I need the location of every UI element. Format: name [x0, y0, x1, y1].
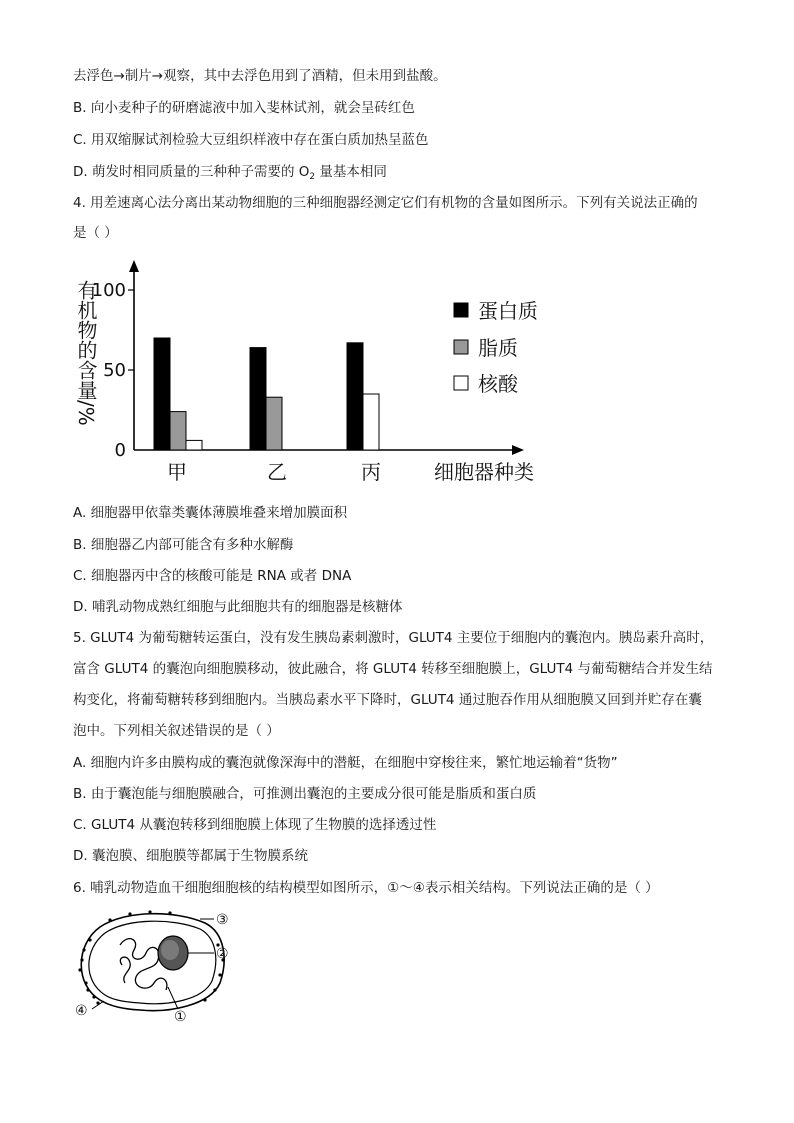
q4-option-b: B. 细胞器乙内部可能含有多种水解酶 [73, 537, 294, 553]
bar-2-2 [363, 394, 379, 450]
organelle-bar-chart [66, 258, 556, 494]
q4-option-d: D. 哺乳动物成熟红细胞与此细胞共有的细胞器是核糖体 [73, 599, 403, 615]
legend-swatch-protein [454, 303, 468, 317]
label-2: ② [216, 946, 229, 962]
bar-2-0 [347, 343, 363, 450]
nucleolus-highlight [161, 940, 179, 960]
inner-membrane [89, 921, 216, 1004]
y-axis-label: 有机物的含量/% [74, 280, 98, 426]
q3d-subscript: 2 [309, 172, 316, 182]
bar-0-0 [154, 338, 170, 450]
text-line: 去浮色→制片→观察，其中去浮色用到了酒精，但未用到盐酸。 [73, 68, 447, 84]
label-3: ③ [216, 912, 229, 928]
q5-stem-3: 构变化，将葡萄糖转移到细胞内。当胰岛素水平下降时，GLUT4 通过胞吞作用从细胞膜又回到并贮存在囊 [73, 692, 702, 708]
q5-stem-1: 5. GLUT4 为葡萄糖转运蛋白，没有发生胰岛素刺激时，GLUT4 主要位于细胞内的囊泡内。胰岛素升高时， [73, 630, 714, 646]
q5-option-b: B. 由于囊泡能与细胞膜融合，可推测出囊泡的主要成分很可能是脂质和蛋白质 [73, 786, 537, 802]
q4-option-a: A. 细胞器甲依靠类囊体薄膜堆叠来增加膜面积 [73, 505, 348, 521]
ribosome-dots [78, 910, 224, 1004]
x-axis-label: 细胞器种类 [434, 460, 534, 484]
q5-option-c: C. GLUT4 从囊泡转移到细胞膜上体现了生物膜的选择透过性 [73, 817, 437, 833]
y-tick-label-50: 50 [103, 360, 126, 381]
q4-stem-cont: 是（ ） [73, 225, 118, 241]
y-tick-label-100: 100 [91, 280, 126, 301]
q3-option-b: B. 向小麦种子的研磨滤液中加入斐林试剂，就会呈砖红色 [73, 100, 415, 116]
legend-label-protein: 蛋白质 [478, 299, 538, 323]
legend-swatch-nucleic-acid [454, 376, 468, 390]
q5-stem-4: 泡中。下列相关叙述错误的是（ ） [73, 723, 280, 739]
q3d-text-a: D. 萌发时相同质量的三种种子需要的 O [73, 164, 310, 180]
leader-line-1 [168, 987, 178, 1009]
q3d-text-b: 量基本相同 [315, 164, 387, 180]
y-tick-label-0: 0 [114, 440, 126, 461]
bars-group [154, 338, 379, 450]
q3-option-d [73, 162, 387, 187]
category-label-jia: 甲 [167, 460, 187, 484]
q5-option-d: D. 囊泡膜、细胞膜等都属于生物膜系统 [73, 848, 308, 864]
x-axis-arrow [512, 445, 524, 455]
q4-stem: 4. 用差速离心法分离出某动物细胞的三种细胞器经测定它们有机物的含量如图所示。下列有关说法正确的 [73, 195, 698, 211]
bar-0-1 [170, 412, 186, 450]
q4-option-c: C. 细胞器丙中含的核酸可能是 RNA 或者 DNA [73, 568, 352, 584]
nucleus-diagram [70, 905, 240, 1023]
q5-stem-2: 富含 GLUT4 的囊泡向细胞膜移动，彼此融合，将 GLUT4 转移至细胞膜上，GLUT4 与葡萄糖结合并发生结 [73, 661, 713, 677]
bar-0-2 [186, 440, 202, 450]
category-label-yi: 乙 [267, 460, 287, 484]
legend-swatch-lipid [454, 340, 468, 354]
category-label-bing: 丙 [361, 460, 381, 484]
legend-label-nucleic-acid: 核酸 [478, 372, 518, 396]
q3-option-c: C. 用双缩脲试剂检验大豆组织样液中存在蛋白质加热呈蓝色 [73, 132, 429, 148]
q5-option-a: A. 细胞内许多由膜构成的囊泡就像深海中的潜艇，在细胞中穿梭往来，繁忙地运输着“货物” [73, 755, 618, 771]
outer-membrane [81, 914, 224, 1011]
bar-1-0 [250, 348, 266, 450]
q6-stem: 6. 哺乳动物造血干细胞细胞核的结构模型如图所示，①～④表示相关结构。下列说法正确的是（ ） [73, 880, 659, 896]
bar-1-1 [266, 397, 282, 450]
label-4: ④ [75, 1003, 88, 1019]
y-axis-arrow [129, 260, 139, 272]
legend-label-lipid: 脂质 [478, 336, 518, 360]
label-1: ① [174, 1009, 187, 1023]
